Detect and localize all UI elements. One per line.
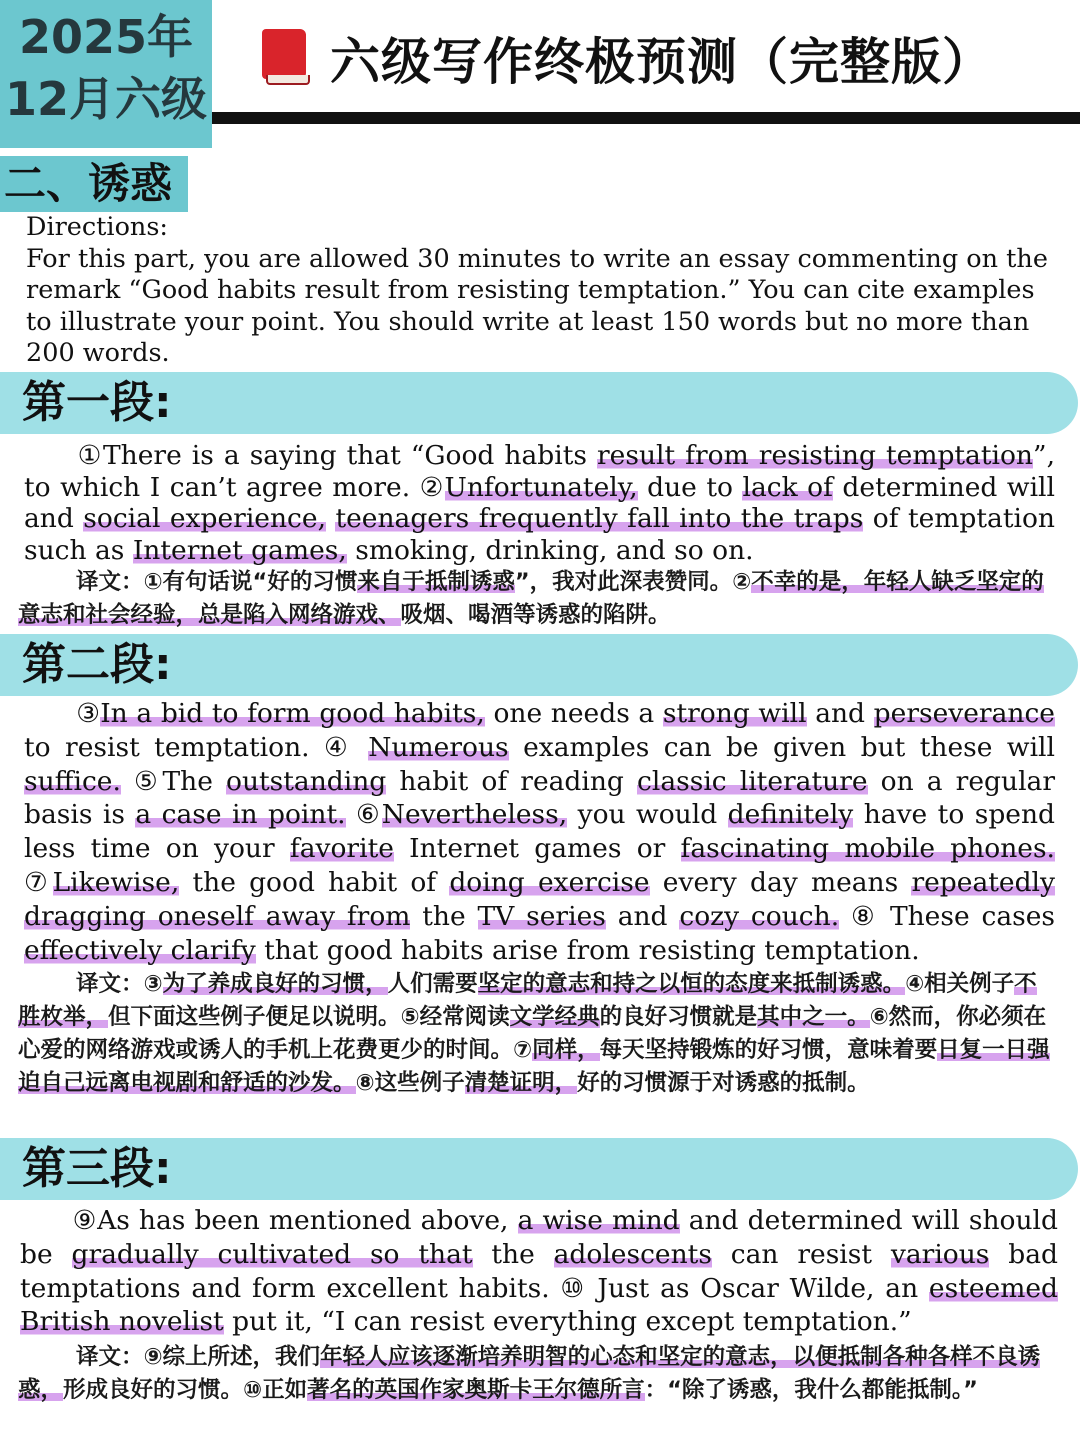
paragraph-3-label: 第三段: xyxy=(0,1138,1078,1200)
paragraph-1-english xyxy=(24,440,1055,566)
highlighted-phrase: repeatedly dragging oneself away from xyxy=(24,866,1055,932)
highlighted-phrase: 不幸的是， xyxy=(751,569,864,595)
paragraph-1-translation xyxy=(18,566,1058,632)
text-segment: ⑥然而，你必须在心爱的网络游戏或诱人的手机上花费更少的时间。⑦ xyxy=(18,1004,1047,1063)
highlighted-phrase: 著名的英国作家奥斯卡王尔德所言 xyxy=(307,1377,645,1403)
paragraph-1-label: 第一段: xyxy=(0,372,1078,434)
page-title: 六级写作终极预测（完整版） xyxy=(330,33,993,91)
text-segment: ④相关例子 xyxy=(905,971,1015,997)
text-segment: can resist xyxy=(711,1238,891,1270)
highlighted-phrase: social experience, xyxy=(83,503,326,534)
highlighted-phrase: effectively clarify xyxy=(24,934,256,966)
text-segment: and xyxy=(605,900,680,932)
text-segment: habit of reading xyxy=(386,765,637,797)
text-segment: ⑦ xyxy=(24,866,53,898)
date-badge xyxy=(0,0,212,148)
text-segment: ：“除了诱惑，我什么都能抵制。” xyxy=(644,1377,978,1403)
date-badge-exam: 12月六级 xyxy=(4,72,207,126)
highlighted-phrase: 来自于抵制诱惑 xyxy=(357,569,515,595)
highlighted-phrase: perseverance xyxy=(873,698,1055,729)
text-segment: due to xyxy=(637,471,743,503)
text-segment: to resist temptation. ④ xyxy=(24,731,369,763)
date-badge-year: 2025年 xyxy=(18,10,194,64)
text-segment: 译文：①有句话说“好的习惯 xyxy=(76,569,358,595)
title-underline xyxy=(212,112,1080,124)
text-segment: 吸烟、喝酒等诱惑的陷阱。 xyxy=(400,602,671,628)
highlighted-phrase: esteemed British novelist xyxy=(20,1272,1058,1338)
text-segment: 的良好习惯就是 xyxy=(599,1004,758,1030)
paragraph-3-translation xyxy=(18,1341,1058,1407)
highlighted-phrase: lack of xyxy=(742,471,833,503)
highlighted-phrase: a case in point. xyxy=(135,799,346,831)
highlighted-phrase: 文学经典 xyxy=(509,1004,600,1030)
section-heading: 二、诱惑 xyxy=(0,156,188,212)
text-segment: on a regular basis is xyxy=(24,765,1056,831)
highlighted-phrase: Nevertheless, xyxy=(381,799,568,831)
highlighted-phrase: outstanding xyxy=(225,765,387,797)
text-segment: ①There is a saying that “Good habits xyxy=(76,440,598,471)
text-segment: ⑨As has been mentioned above, xyxy=(72,1205,518,1236)
highlighted-phrase: 不胜枚举， xyxy=(18,971,1037,1030)
text-segment: you would xyxy=(567,799,728,831)
title-row xyxy=(262,18,993,98)
highlighted-phrase: Unfortunately, xyxy=(444,471,638,503)
paragraph-3-english xyxy=(20,1204,1058,1339)
highlighted-phrase: 年轻人缺乏坚定的意志和社会经验， xyxy=(18,569,1044,628)
highlighted-phrase: teenagers frequently fall into the traps xyxy=(335,503,864,534)
text-segment: ⑥ xyxy=(345,799,382,831)
highlighted-phrase: In a bid to form good habits, xyxy=(100,698,485,729)
highlighted-phrase: definitely xyxy=(727,799,854,831)
highlighted-phrase: 总是陷入网络游戏、 xyxy=(198,602,401,628)
text-segment: 形成良好的习惯。⑩正如 xyxy=(63,1377,308,1403)
text-segment: bad temptations and form excellent habits. ⑩ Just as Oscar Wilde, an xyxy=(20,1238,1058,1304)
text-segment: the xyxy=(472,1238,554,1270)
highlighted-phrase: result from resisting temptation xyxy=(597,440,1034,471)
highlighted-phrase: adolescents xyxy=(553,1238,712,1270)
closed-book-icon xyxy=(262,29,308,87)
text-segment: 每天坚持锻炼的好习惯，意味着要 xyxy=(599,1037,938,1063)
highlighted-phrase: 年轻人应该逐渐培养明智的心态和坚定的意志， xyxy=(320,1344,793,1370)
highlighted-phrase: 其中之一。 xyxy=(757,1004,870,1030)
highlighted-phrase: cozy couch. xyxy=(679,900,840,932)
text-segment: examples can be given but these will xyxy=(508,731,1056,763)
highlighted-phrase: gradually cultivated so that xyxy=(71,1238,473,1270)
highlighted-phrase: Internet games, xyxy=(132,534,347,566)
text-segment: Internet games or xyxy=(393,833,681,865)
text-segment: the good habit of xyxy=(179,866,450,898)
highlighted-phrase: 同样， xyxy=(532,1037,600,1063)
text-segment: one needs a xyxy=(484,698,663,729)
text-segment: ⑤The xyxy=(120,765,226,797)
text-segment: every day means xyxy=(649,866,912,898)
directions-text: For this part, you are allowed 30 minutes to write an essay commenting on the remark “Good habits result from resisting temptation.” You can cite examples to illustrate your point. You should write at least 150 words but no more than 200 words. xyxy=(26,243,1048,368)
text-segment: 好的习惯源于对诱惑的抵制。 xyxy=(577,1070,870,1096)
directions-block xyxy=(26,212,1056,370)
text-segment: ⑧这些例子 xyxy=(355,1070,465,1096)
highlighted-phrase: 清楚证明， xyxy=(464,1070,578,1096)
text-segment: have to spend less time on your xyxy=(24,799,1056,865)
highlighted-phrase: 为了养成良好的习惯， xyxy=(162,971,388,997)
highlighted-phrase: 以便抵制各种各样不良诱惑， xyxy=(18,1344,1041,1403)
text-segment: the xyxy=(410,900,478,932)
highlighted-phrase: Likewise, xyxy=(52,866,180,898)
text-segment: and xyxy=(806,698,874,729)
text-segment: ”, to which I can’t agree more. ② xyxy=(24,440,1055,503)
highlighted-phrase: 日复一日强迫自己远离电视剧和舒适的沙发。 xyxy=(18,1037,1050,1096)
highlighted-phrase: Numerous xyxy=(368,731,509,763)
highlighted-phrase: suffice. xyxy=(24,765,121,797)
text-segment: and determined will should be xyxy=(20,1205,1058,1270)
highlighted-phrase: various xyxy=(890,1238,990,1270)
highlighted-phrase: favorite xyxy=(289,833,394,865)
paragraph-2-english xyxy=(24,697,1055,967)
text-segment: ”，我对此深表赞同。② xyxy=(514,569,752,595)
highlighted-phrase: doing exercise xyxy=(449,866,650,898)
text-segment: ⑧ These cases xyxy=(839,900,1056,932)
text-segment: 译文：⑨综上所述，我们 xyxy=(76,1344,321,1370)
text-segment: put it, “I can resist everything except temptation.” xyxy=(223,1306,912,1338)
text-segment: smoking, drinking, and so on. xyxy=(346,534,754,566)
paragraph-2-translation xyxy=(18,968,1058,1100)
text-segment: 译文：③ xyxy=(76,971,163,997)
text-segment: ③ xyxy=(76,698,101,729)
highlighted-phrase: strong will xyxy=(662,698,807,729)
directions-label: Directions: xyxy=(26,212,169,242)
text-segment: that good habits arise from resisting temptation. xyxy=(255,934,920,966)
highlighted-phrase: fascinating mobile phones. xyxy=(680,833,1055,865)
text-segment: 人们需要 xyxy=(387,971,478,997)
text-segment: of temptation such as xyxy=(24,503,1055,566)
highlighted-phrase: classic literature xyxy=(637,765,868,797)
highlighted-phrase: a wise mind xyxy=(517,1205,680,1236)
paragraph-2-label: 第二段: xyxy=(0,634,1078,696)
highlighted-phrase: TV series xyxy=(477,900,606,932)
text-segment: 但下面这些例子便足以说明。⑤经常阅读 xyxy=(108,1004,510,1030)
text-segment: determined will and xyxy=(24,471,1056,534)
highlighted-phrase: 坚定的意志和持之以恒的态度来抵制诱惑。 xyxy=(477,971,906,997)
